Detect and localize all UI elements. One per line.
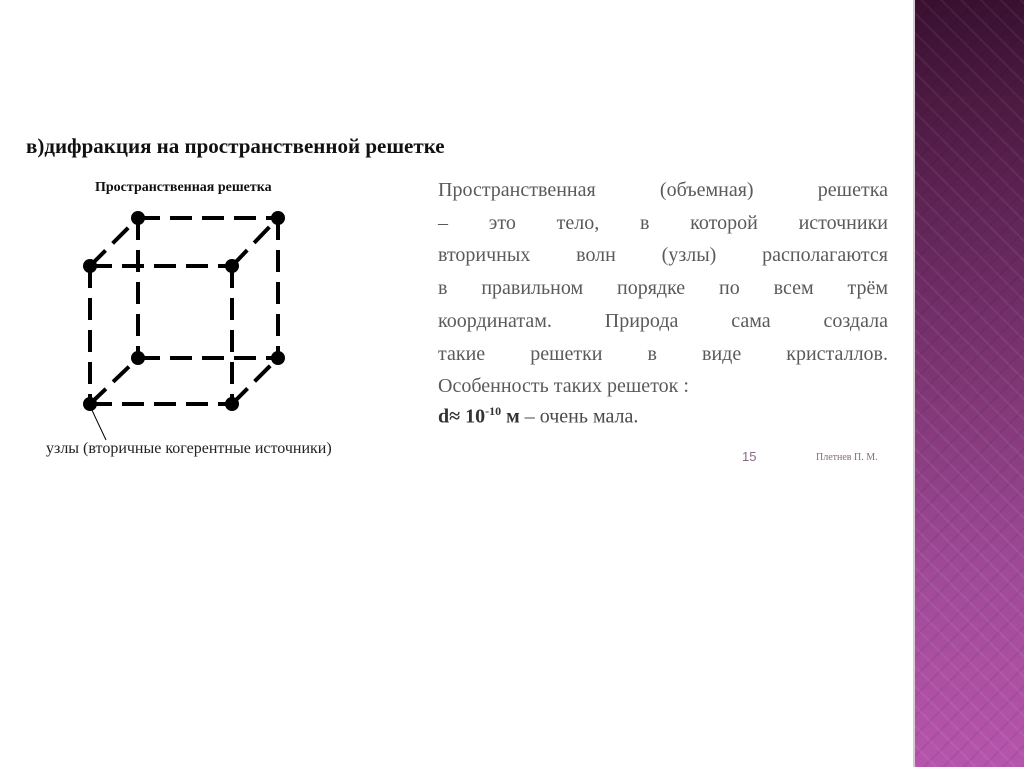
node [225,397,239,411]
cube-edges [90,218,278,404]
edge-depth-bottom-left [90,358,138,404]
description-line: – это тело, в которой источники [438,211,888,234]
description-line: Особенность таких решеток : [438,375,689,398]
formula-exponent: -10 [485,404,502,418]
caption-pointer-line [90,406,106,440]
description-line: вторичных волн (узлы) располагаются [438,244,888,267]
slide-heading: в)дифракция на пространственной решетке [26,134,445,158]
formula-unit: м [501,405,520,428]
edge-depth-bottom-right [232,358,278,404]
node [131,211,145,225]
distance-formula [438,404,638,429]
lattice-cube-diagram [60,200,320,480]
edge-depth-top-right [232,218,278,266]
description-text [438,174,888,403]
node [131,351,145,365]
decorative-side-band [915,0,1024,767]
node [271,211,285,225]
node [83,397,97,411]
description-line: такие решетки в виде кристаллов. [438,342,888,365]
page-number: 15 [742,449,757,464]
formula-rest: – очень мала. [519,405,639,428]
figure-title: Пространственная решетка [95,180,272,195]
description-line: координатам. Природа сама создала [438,309,888,332]
formula-lhs: d≈ 10 [438,405,486,428]
author-credit: Плетнев П. М. [816,452,878,463]
edge-depth-top-left [90,218,138,266]
description-line: в правильном порядке по всем трём [438,277,888,300]
node [271,351,285,365]
node [83,259,97,273]
figure-caption: узлы (вторичные когерентные источники) [46,440,332,457]
node [225,259,239,273]
description-line: Пространственная (объемная) решетка [438,179,888,201]
